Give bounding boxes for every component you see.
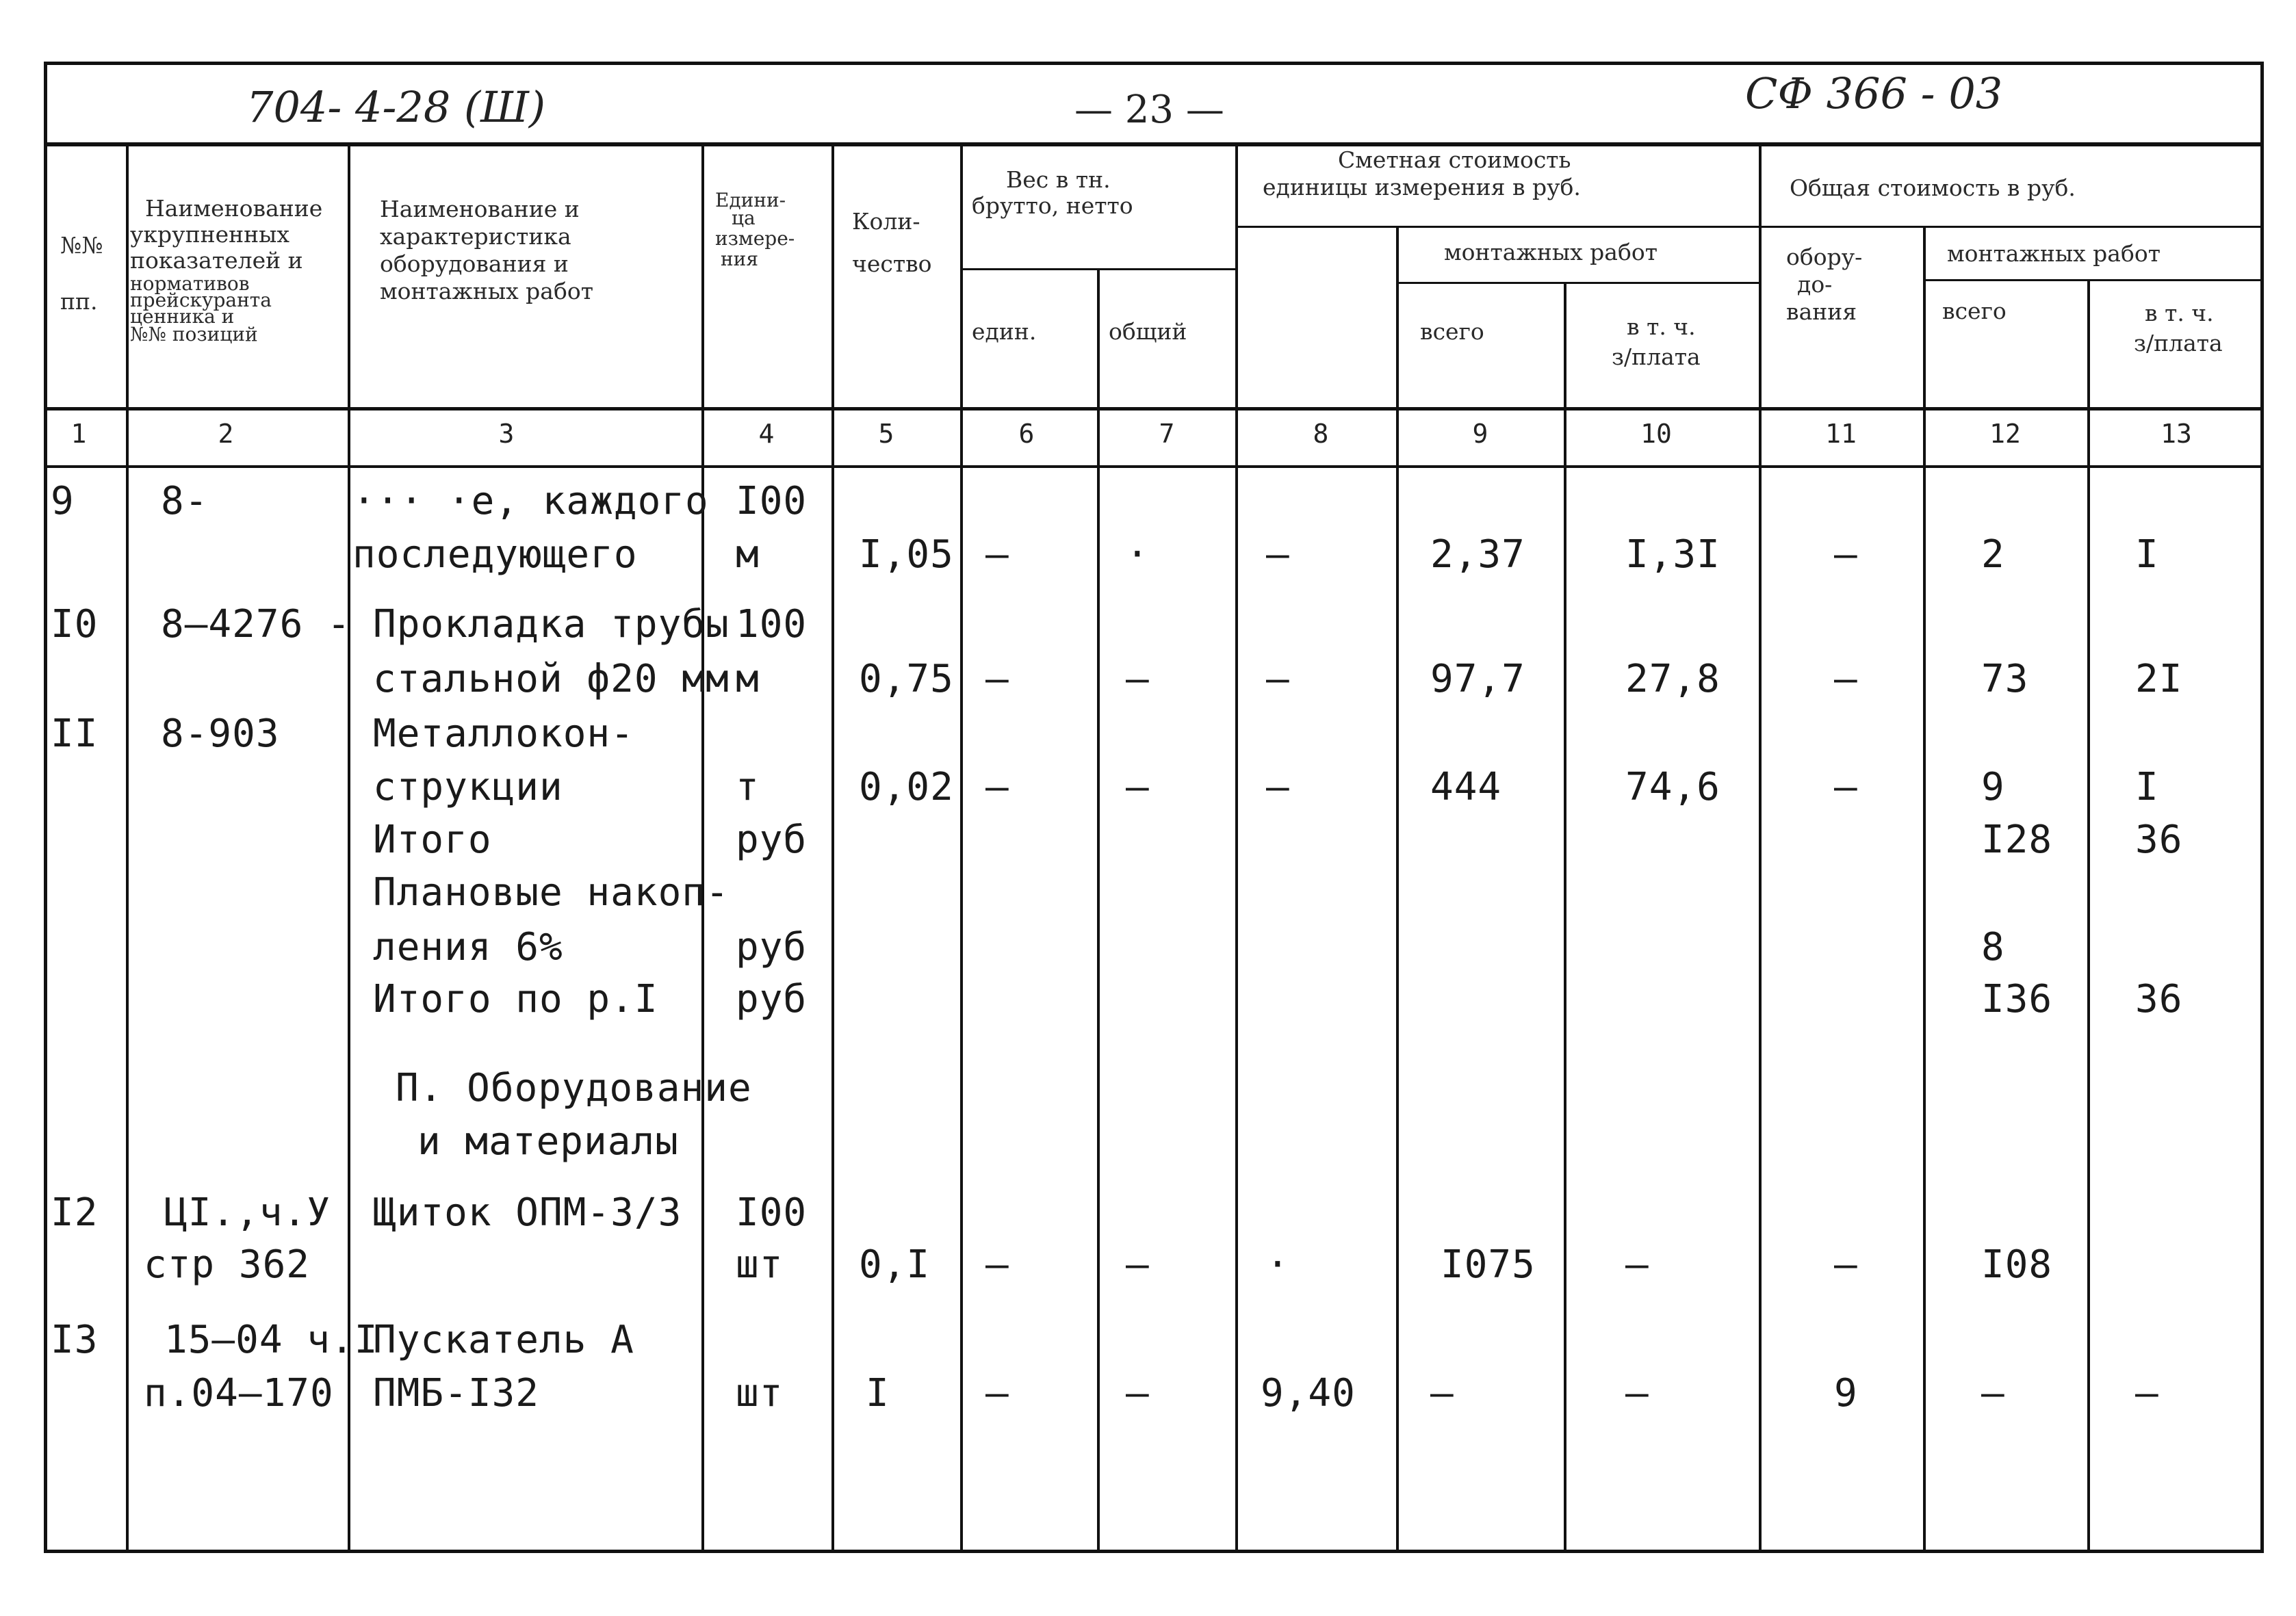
row-name-line: последующего <box>352 532 638 577</box>
row-name-line: Щиток ОПМ-3/3 <box>373 1190 682 1235</box>
row-unit: руб <box>736 818 808 862</box>
row-name-line: Итого <box>373 818 492 862</box>
row-quantity: I,05 <box>859 532 954 577</box>
row-weight-total: – <box>1126 657 1150 701</box>
header-bottom-rule <box>44 407 2264 410</box>
row-unit-cost-equipment: – <box>1266 657 1290 701</box>
row-name-line: Плановые накоп- <box>373 870 730 915</box>
row-total-mount: 2 <box>1981 532 2005 577</box>
col-divider-12 <box>2087 279 2090 1553</box>
row-quantity: 0,I <box>859 1242 931 1287</box>
col10-header: в т. ч. з/плата <box>1612 313 1701 370</box>
document-code-left: 704- 4-28 (Ш) <box>246 82 546 132</box>
column-number: 7 <box>1159 419 1175 449</box>
col-divider-6 <box>1097 268 1100 1553</box>
row-number: I2 <box>51 1190 99 1235</box>
row-unit: м <box>736 657 760 701</box>
column-number: 10 <box>1640 419 1672 449</box>
row-name-line: стальной ф20 мм <box>373 657 730 701</box>
row-code: 8–4276 - <box>161 602 351 647</box>
cost-group-rule <box>1235 226 2264 228</box>
row-unit: шт <box>736 1371 784 1416</box>
row-unit-cost-wage: – <box>1625 1371 1649 1416</box>
row-unit-cost-mount: 444 <box>1430 765 1502 809</box>
col-divider-5 <box>960 142 963 1553</box>
col4-header: Едини- ца измере- ния <box>715 189 795 270</box>
weight-group-header: Вес в тн. брутто, нетто <box>972 166 1133 219</box>
col3-header: Наименование и характеристика оборудования и монтажных работ <box>380 196 593 304</box>
col-divider-8 <box>1396 226 1399 1553</box>
row-total-equipment: – <box>1834 1242 1858 1287</box>
row-unit: руб <box>736 977 808 1021</box>
col1-header: №№ пп. <box>60 232 103 315</box>
row-unit: шт <box>736 1242 784 1287</box>
row-unit: м <box>736 532 760 577</box>
row-weight-total: · <box>1126 532 1150 577</box>
row-code: 8- <box>161 479 209 523</box>
section-heading-line: П. Оборудование <box>396 1066 752 1110</box>
row-unit-cost-wage: 27,8 <box>1625 657 1720 701</box>
row-total-wage: I <box>2135 532 2159 577</box>
row-unit-cost-wage: I,3I <box>1625 532 1720 577</box>
row-total-mount: I08 <box>1981 1242 2053 1287</box>
mount2-rule <box>1923 279 2264 281</box>
column-number: 4 <box>758 419 775 449</box>
row-number: I0 <box>51 602 99 647</box>
row-total-mount: I36 <box>1981 977 2053 1021</box>
row-total-wage: 2I <box>2135 657 2183 701</box>
row-total-equipment: – <box>1834 765 1858 809</box>
row-name-line: Итого по р.I <box>373 977 658 1021</box>
column-number-rule <box>44 465 2264 468</box>
row-weight-unit: – <box>985 1371 1009 1416</box>
row-number: I3 <box>51 1318 99 1362</box>
col-divider-7 <box>1235 142 1238 1553</box>
row-number: II <box>51 712 99 756</box>
column-number: 8 <box>1313 419 1329 449</box>
document-code-right: СФ 366 - 03 <box>1745 68 2003 118</box>
row-unit-cost-mount: I075 <box>1441 1242 1536 1287</box>
mount2-header: монтажных работ <box>1947 240 2160 267</box>
row-code: п.04–170 <box>144 1371 334 1416</box>
row-total-wage: 36 <box>2135 977 2183 1021</box>
row-quantity: 0,75 <box>859 657 954 701</box>
row-unit-cost-equipment: – <box>1266 532 1290 577</box>
unit-cost-group-header: Сметная стоимость единицы измерения в руб. <box>1263 146 1581 200</box>
page-number: — 23 — <box>1074 88 1224 132</box>
row-unit-cost-wage: 74,6 <box>1625 765 1720 809</box>
col-divider-9 <box>1564 282 1566 1553</box>
mount1-header: монтажных работ <box>1444 239 1657 265</box>
row-code: 8-903 <box>161 712 280 756</box>
total-cost-group-header: Общая стоимость в руб. <box>1790 174 2076 201</box>
row-unit-cost-mount: 2,37 <box>1430 532 1525 577</box>
column-number: 1 <box>70 419 87 449</box>
col-divider-4 <box>831 142 834 1553</box>
row-name-line: Прокладка трубы <box>373 602 730 647</box>
row-name-line: Металлокон- <box>373 712 634 756</box>
row-weight-unit: – <box>985 532 1009 577</box>
col7-header: общий <box>1109 318 1187 345</box>
column-number: 5 <box>878 419 894 449</box>
col2-header: Наименование укрупненных показателей и нормативов прейскуранта ценника и №№ позиций <box>130 195 323 346</box>
row-unit: руб <box>736 925 808 969</box>
row-number: 9 <box>51 479 75 523</box>
col-divider-11 <box>1923 226 1926 1553</box>
row-total-mount: 9 <box>1981 765 2005 809</box>
row-weight-unit: – <box>985 1242 1009 1287</box>
row-total-mount: I28 <box>1981 818 2053 862</box>
row-unit-cost-wage: – <box>1625 1242 1649 1287</box>
col-divider-10 <box>1759 142 1762 1553</box>
row-unit: I00 <box>736 479 808 523</box>
col-divider-3 <box>701 142 704 1553</box>
row-weight-total: – <box>1126 1242 1150 1287</box>
row-unit-cost-mount: 97,7 <box>1430 657 1525 701</box>
row-weight-unit: – <box>985 765 1009 809</box>
column-number: 13 <box>2160 419 2192 449</box>
row-code: 15–04 ч.I <box>164 1318 378 1362</box>
row-unit: I00 <box>736 1190 808 1235</box>
header-top-rule <box>44 142 2264 146</box>
section-heading-line: и материалы <box>417 1119 679 1164</box>
col11-header: обору- до- вания <box>1786 244 1863 325</box>
row-total-equipment: – <box>1834 532 1858 577</box>
row-total-mount: – <box>1981 1371 2005 1416</box>
row-weight-total: – <box>1126 1371 1150 1416</box>
row-name-line: ПМБ-I32 <box>373 1371 540 1416</box>
col5-header: Коли- чество <box>852 208 932 277</box>
column-number: 2 <box>218 419 234 449</box>
col9-header: всего <box>1420 318 1484 345</box>
row-total-equipment: 9 <box>1834 1371 1858 1416</box>
row-unit-cost-equipment: 9,40 <box>1261 1371 1356 1416</box>
row-weight-unit: – <box>985 657 1009 701</box>
row-unit: 100 <box>736 602 808 647</box>
col6-header: един. <box>972 318 1037 345</box>
column-number: 11 <box>1825 419 1857 449</box>
row-unit-cost-equipment: – <box>1266 765 1290 809</box>
row-name-line: ления 6% <box>373 925 563 969</box>
row-total-mount: 8 <box>1981 925 2005 969</box>
column-number: 12 <box>1989 419 2021 449</box>
row-unit: т <box>736 765 760 809</box>
row-quantity: 0,02 <box>859 765 954 809</box>
mount1-rule <box>1396 282 1759 284</box>
col12-header: всего <box>1942 298 2007 324</box>
row-code: стр 362 <box>144 1242 311 1287</box>
row-total-mount: 73 <box>1981 657 2029 701</box>
column-number: 3 <box>498 419 515 449</box>
row-quantity: I <box>866 1371 890 1416</box>
row-name-line: струкции <box>373 765 563 809</box>
row-total-equipment: – <box>1834 657 1858 701</box>
row-total-wage: I <box>2135 765 2159 809</box>
row-unit-cost-mount: – <box>1430 1371 1454 1416</box>
row-total-wage: – <box>2135 1371 2159 1416</box>
column-number: 6 <box>1018 419 1035 449</box>
row-weight-total: – <box>1126 765 1150 809</box>
col13-header: в т. ч. з/плата <box>2134 300 2223 356</box>
col-divider-1 <box>126 142 129 1553</box>
column-number: 9 <box>1472 419 1488 449</box>
row-code: ЦI.,ч.У <box>164 1190 331 1235</box>
row-unit-cost-equipment: · <box>1266 1242 1290 1287</box>
row-name-line: Пускатель А <box>373 1318 634 1362</box>
row-total-wage: 36 <box>2135 818 2183 862</box>
row-name-line: ··· ·е, каждого <box>352 479 709 523</box>
